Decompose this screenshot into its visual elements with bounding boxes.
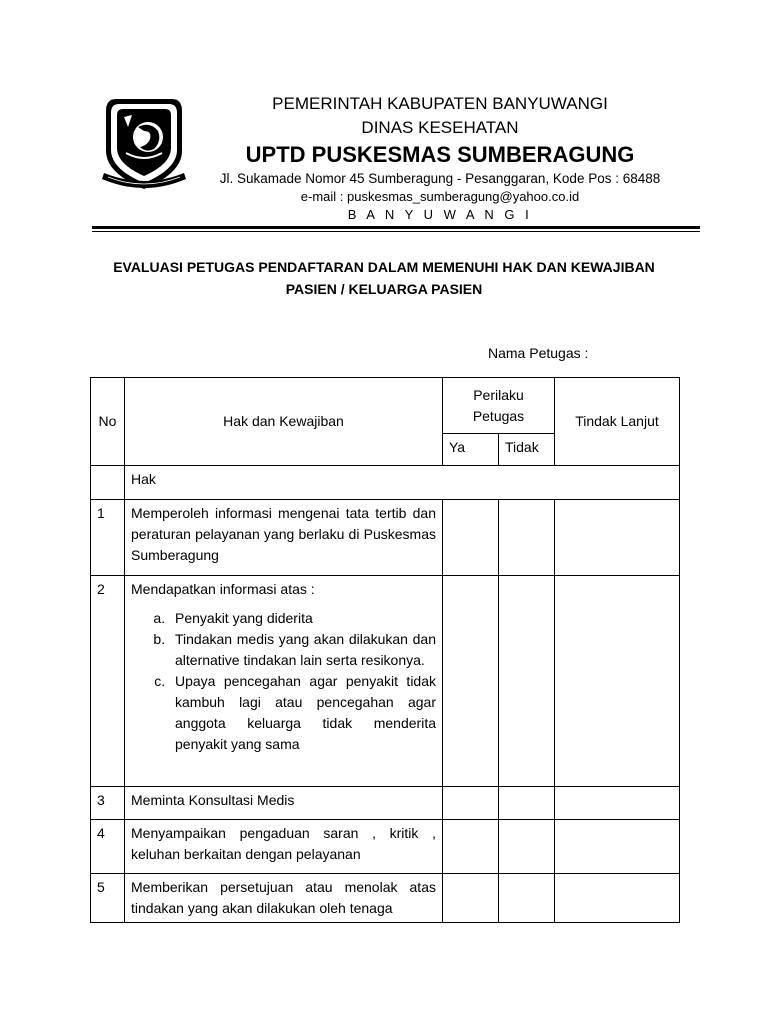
evaluation-table [90, 377, 680, 923]
row-text: Memperoleh informasi mengenai tata tertib dan peraturan pelayanan yang berlaku di Puskesmas Sumberagung [125, 500, 443, 576]
document-title [60, 256, 708, 300]
document-title-line-2: PASIEN / KELUARGA PASIEN [285, 281, 483, 297]
header-behavior-line-2: Petugas [472, 407, 525, 424]
follow-up-cell[interactable] [555, 874, 680, 923]
organization-city: B A N Y U W A N G I [347, 207, 533, 222]
section-spacer [91, 466, 125, 500]
letterhead [190, 92, 690, 224]
header-behavior [443, 378, 555, 434]
header-no-answer: Tidak [499, 434, 555, 466]
row-text: Meminta Konsultasi Medis [125, 787, 443, 820]
row-number: 1 [91, 500, 125, 576]
follow-up-cell[interactable] [555, 820, 680, 874]
header-divider-thick [92, 226, 700, 229]
yes-cell[interactable] [443, 874, 499, 923]
government-name: PEMERINTAH KABUPATEN BANYUWANGI [272, 94, 608, 113]
row-number: 3 [91, 787, 125, 820]
organization-name: UPTD PUSKESMAS SUMBERAGUNG [245, 142, 635, 167]
no-cell[interactable] [499, 820, 555, 874]
no-cell[interactable] [499, 874, 555, 923]
row-number: 4 [91, 820, 125, 874]
header-behavior-line-1: Perilaku [473, 386, 524, 403]
regency-seal-logo [98, 93, 190, 193]
sub-list-item: a. Penyakit yang diderita [169, 608, 436, 629]
sub-list-item: b. Tindakan medis yang akan dilakukan dan alternative tindakan lain serta resikonya. [169, 629, 436, 671]
officer-name-label: Nama Petugas : [488, 345, 589, 361]
organization-email: e-mail : puskesmas_sumberagung@yahoo.co.id [300, 189, 580, 204]
header-yes: Ya [443, 434, 499, 466]
row-text: Memberikan persetujuan atau menolak atas tindakan yang akan dilakukan oleh tenaga [125, 874, 443, 923]
department-name: DINAS KESEHATAN [361, 118, 519, 137]
yes-cell[interactable] [443, 787, 499, 820]
follow-up-cell[interactable] [555, 787, 680, 820]
organization-address: Jl. Sukamade Nomor 45 Sumberagung - Pesanggaran, Kode Pos : 68488 [219, 171, 661, 186]
row-number: 5 [91, 874, 125, 923]
header-divider-thin [92, 231, 700, 232]
header-rights: Hak dan Kewajiban [125, 378, 443, 466]
row-text: Mendapatkan informasi atas : [131, 581, 315, 597]
row-text-cell [125, 576, 443, 787]
sub-list [131, 608, 436, 755]
row-number: 2 [91, 576, 125, 787]
table-row [91, 576, 680, 787]
yes-cell[interactable] [443, 576, 499, 787]
yes-cell[interactable] [443, 820, 499, 874]
yes-cell[interactable] [443, 500, 499, 576]
row-text: Menyampaikan pengaduan saran , kritik , keluhan berkaitan dengan pelayanan [125, 820, 443, 874]
no-cell[interactable] [499, 787, 555, 820]
table-row [91, 787, 680, 820]
document-title-line-1: EVALUASI PETUGAS PENDAFTARAN DALAM MEMENUHI HAK DAN KEWAJIBAN [113, 259, 655, 275]
section-label: Hak [125, 466, 680, 500]
no-cell[interactable] [499, 576, 555, 787]
table-row [91, 500, 680, 576]
regency-seal-icon [98, 93, 190, 193]
header-follow-up: Tindak Lanjut [555, 378, 680, 466]
no-cell[interactable] [499, 500, 555, 576]
follow-up-cell[interactable] [555, 500, 680, 576]
header-no: No [91, 378, 125, 466]
table-row [91, 874, 680, 923]
table-row [91, 820, 680, 874]
sub-list-item: c. Upaya pencegahan agar penyakit tidak kambuh lagi atau pencegahan agar anggota keluarga tidak menderita penyakit yang sama [169, 671, 436, 755]
follow-up-cell[interactable] [555, 576, 680, 787]
